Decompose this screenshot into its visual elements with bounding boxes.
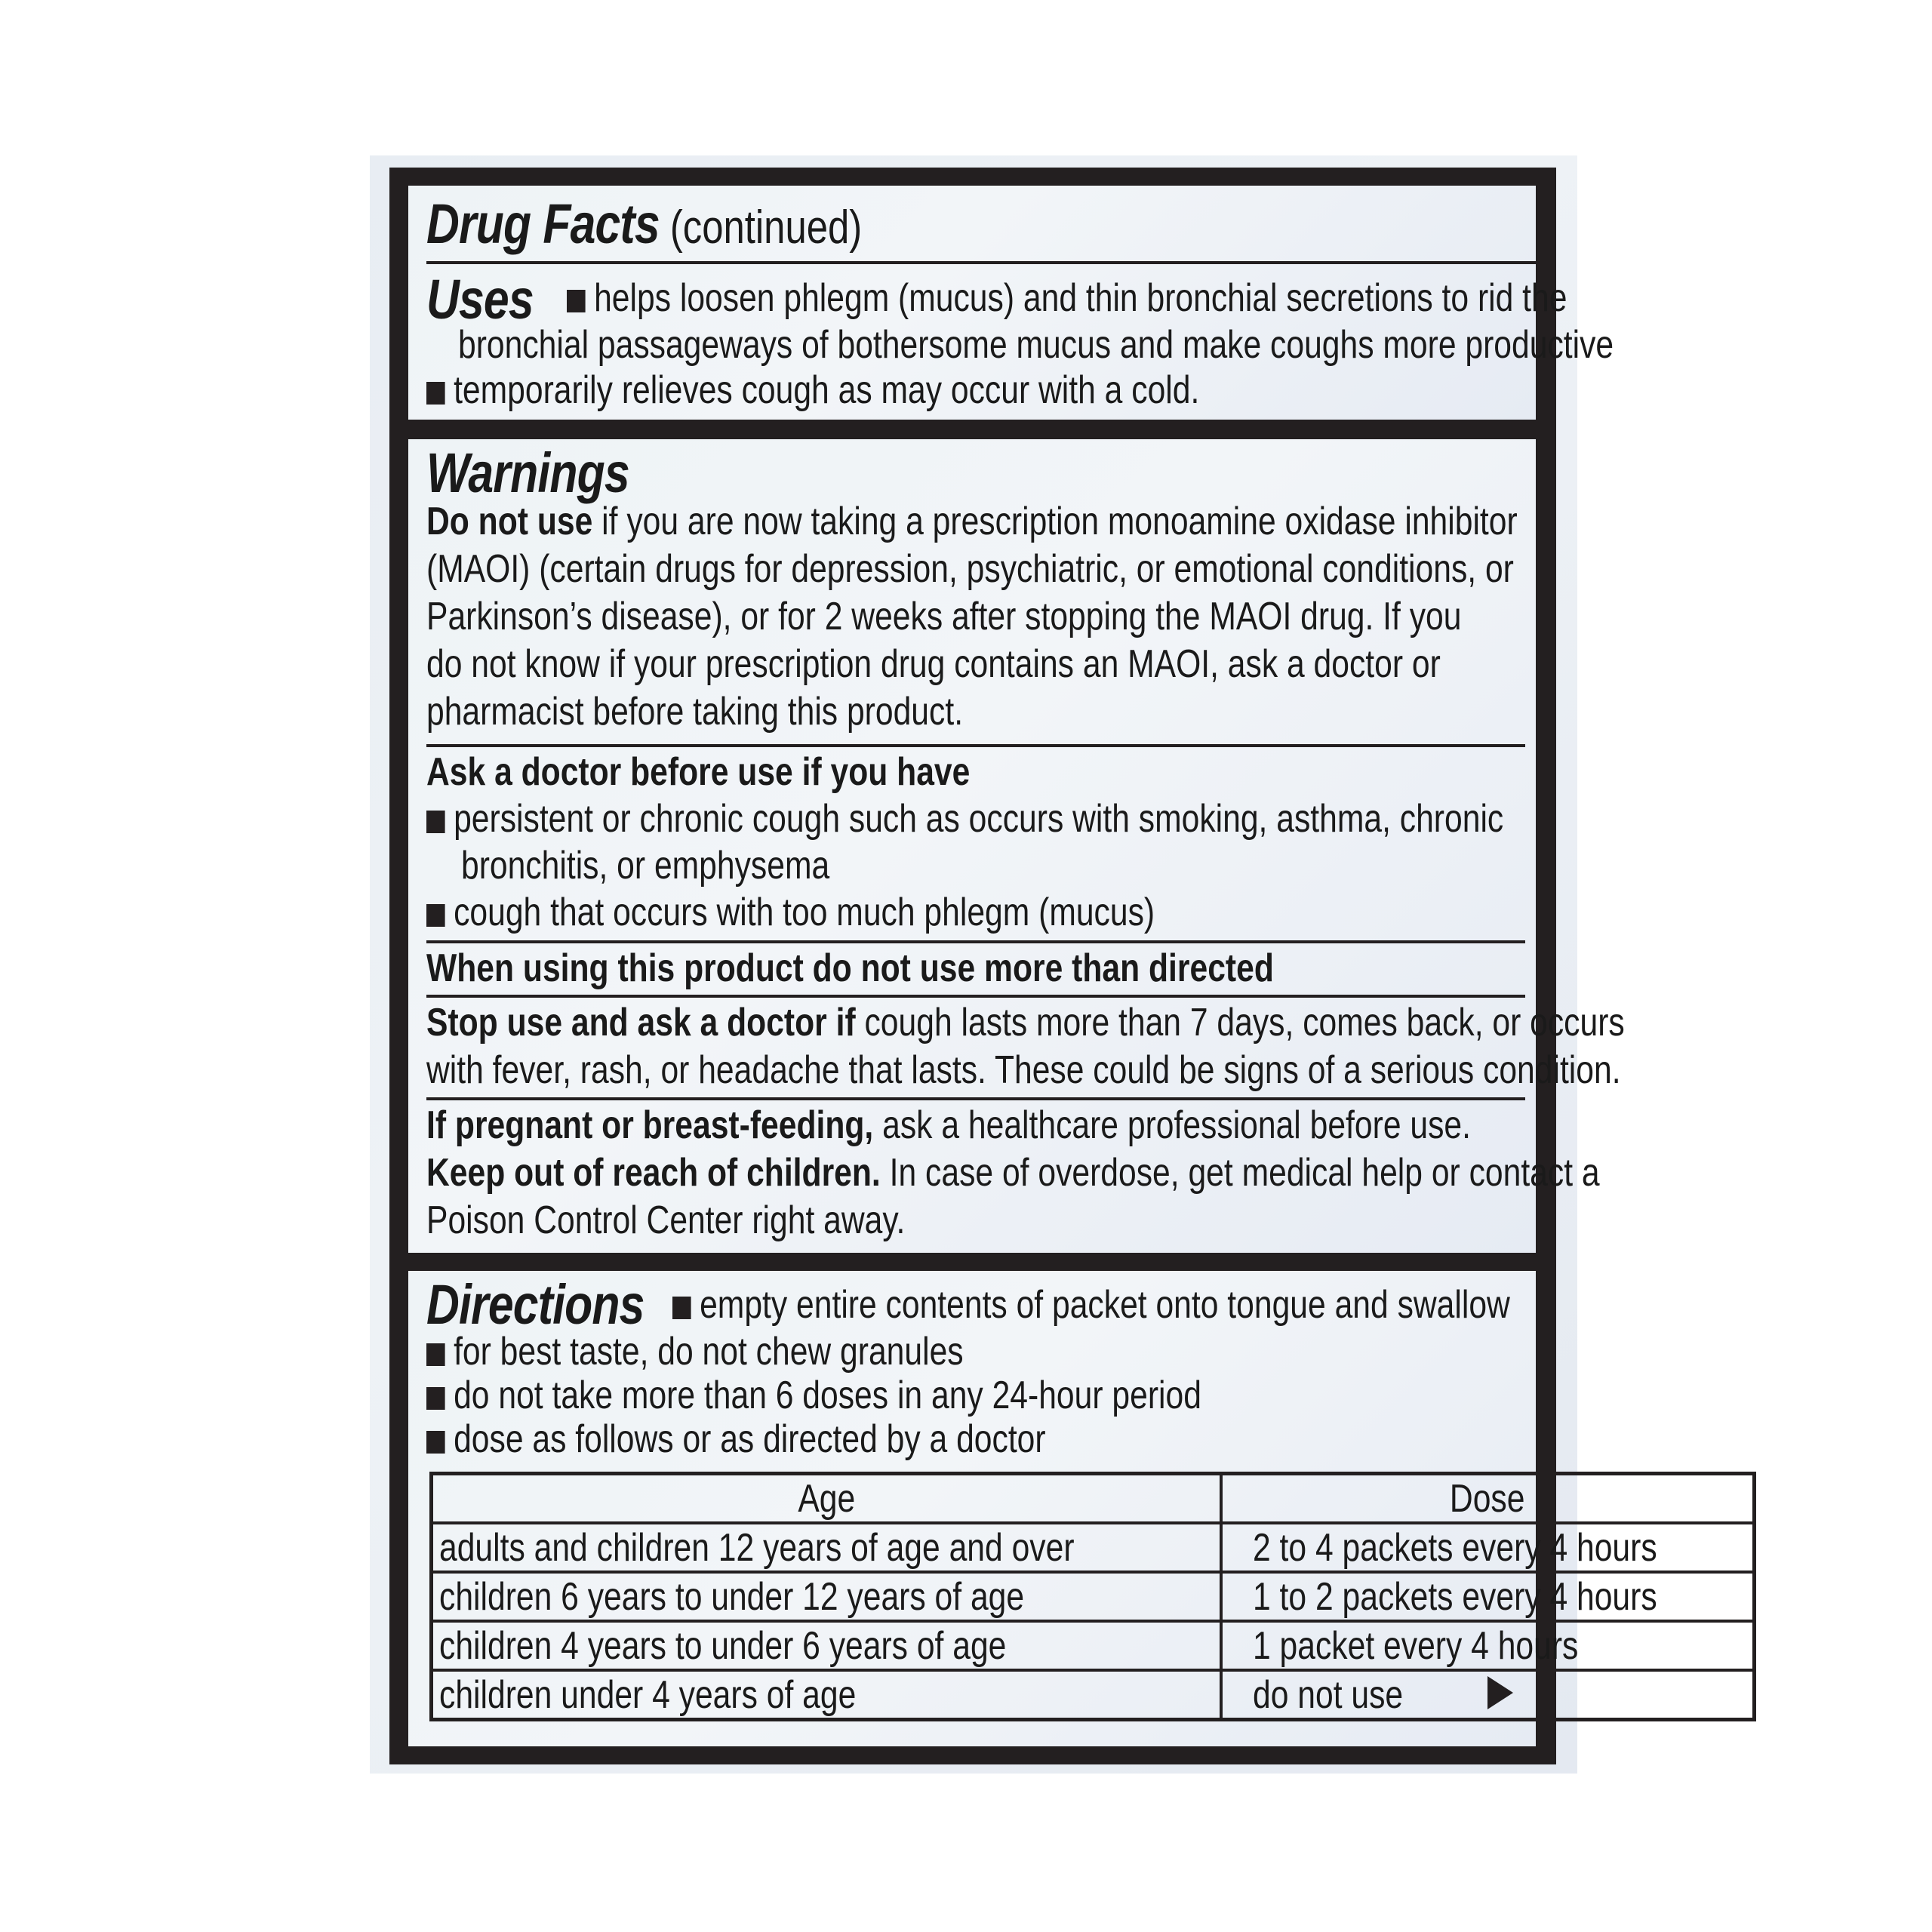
title-rest: (continued) [659, 202, 863, 254]
when-using-line: When using this product do not use more than directed [426, 946, 1274, 990]
bullet-square-icon [426, 1431, 445, 1454]
table-cell: children 4 years to under 6 years of age [432, 1621, 1222, 1670]
table-header-row [432, 1474, 1755, 1524]
warnings-panel [408, 439, 1625, 1253]
table-header-cell: Dose [1221, 1474, 1754, 1524]
warnings-heading: Warnings [426, 441, 629, 504]
directions-item: do not take more than 6 doses in any 24-hour period [426, 1372, 1371, 1420]
ask-doctor-item: persistent or chronic cough such as occurs with smoking, asthma, chronic [426, 795, 1740, 843]
directions-heading: Directions [426, 1273, 645, 1336]
section-rule [426, 940, 1525, 943]
table-row [432, 1523, 1755, 1572]
table-cell: 2 to 4 packets every 4 hours [1221, 1523, 1754, 1572]
do-not-use-line: pharmacist before taking this product. [426, 690, 964, 734]
pregnant-line: If pregnant or breast-feeding, ask a healthcare professional before use. [426, 1103, 1471, 1147]
bullet-square-icon [567, 290, 586, 312]
bullet-square-icon [426, 811, 445, 833]
table-header-cell: Age [432, 1474, 1222, 1524]
section-rule [426, 1097, 1525, 1100]
directions-item: empty entire contents of packet onto tongue and swallow [672, 1281, 1694, 1329]
title-bold: Drug Facts [426, 192, 660, 255]
stop-use-line: Stop use and ask a doctor if cough lasts more than 7 days, comes back, or occurs [426, 1001, 1625, 1044]
page-title [426, 192, 958, 256]
continue-arrow-icon [1487, 1676, 1513, 1709]
table-row [432, 1670, 1755, 1720]
table-cell: do not use [1221, 1670, 1754, 1720]
table-cell: 1 to 2 packets every 4 hours [1221, 1572, 1754, 1621]
section-rule [426, 995, 1525, 998]
bullet-square-icon [426, 904, 445, 927]
bullet-square-icon [426, 382, 445, 405]
do-not-use-line: Parkinson’s disease), or for 2 weeks after stopping the MAOI drug. If you [426, 595, 1462, 638]
table-row [432, 1572, 1755, 1621]
directions-panel [408, 1271, 1657, 1746]
directions-item: for best taste, do not chew granules [426, 1328, 1081, 1376]
table-cell: children under 4 years of age [432, 1670, 1222, 1720]
table-row [432, 1621, 1755, 1670]
keep-out-line: Keep out of reach of children. In case of overdose, get medical help or contact a [426, 1151, 1600, 1195]
uses-item-cont: bronchial passageways of bothersome mucus and make coughs more productive [458, 323, 1614, 367]
ask-doctor-item-cont: bronchitis, or emphysema [461, 844, 830, 888]
uses-panel [408, 186, 1614, 420]
uses-heading: Uses [426, 268, 534, 331]
table-cell: 1 packet every 4 hours [1221, 1621, 1754, 1670]
keep-out-line: Poison Control Center right away. [426, 1198, 906, 1242]
uses-item: temporarily relieves cough as may occur with a cold. [426, 367, 1369, 414]
do-not-use-line: (MAOI) (certain drugs for depression, psychiatric, or emotional conditions, or [426, 547, 1514, 591]
stop-use-line: with fever, rash, or headache that lasts. These could be signs of a serious condition. [426, 1048, 1621, 1092]
do-not-use-line: do not know if your prescription drug contains an MAOI, ask a doctor or [426, 642, 1441, 686]
title-rule [426, 261, 1539, 264]
ask-doctor-item: cough that occurs with too much phlegm (mucus) [426, 889, 1315, 937]
section-rule [426, 744, 1525, 747]
do-not-use-line: Do not use if you are now taking a prescription monoamine oxidase inhibitor [426, 500, 1518, 543]
bullet-square-icon [426, 1343, 445, 1366]
ask-doctor-heading: Ask a doctor before use if you have [426, 750, 971, 794]
directions-item: dose as follows or as directed by a doctor [426, 1416, 1182, 1463]
table-cell: adults and children 12 years of age and over [432, 1523, 1222, 1572]
bullet-square-icon [426, 1387, 445, 1410]
dosage-table [429, 1472, 1756, 1721]
table-cell: children 6 years to under 12 years of age [432, 1572, 1222, 1621]
uses-item: helps loosen phlegm (mucus) and thin bronchial secretions to rid the [567, 275, 1786, 322]
bullet-square-icon [672, 1297, 691, 1319]
